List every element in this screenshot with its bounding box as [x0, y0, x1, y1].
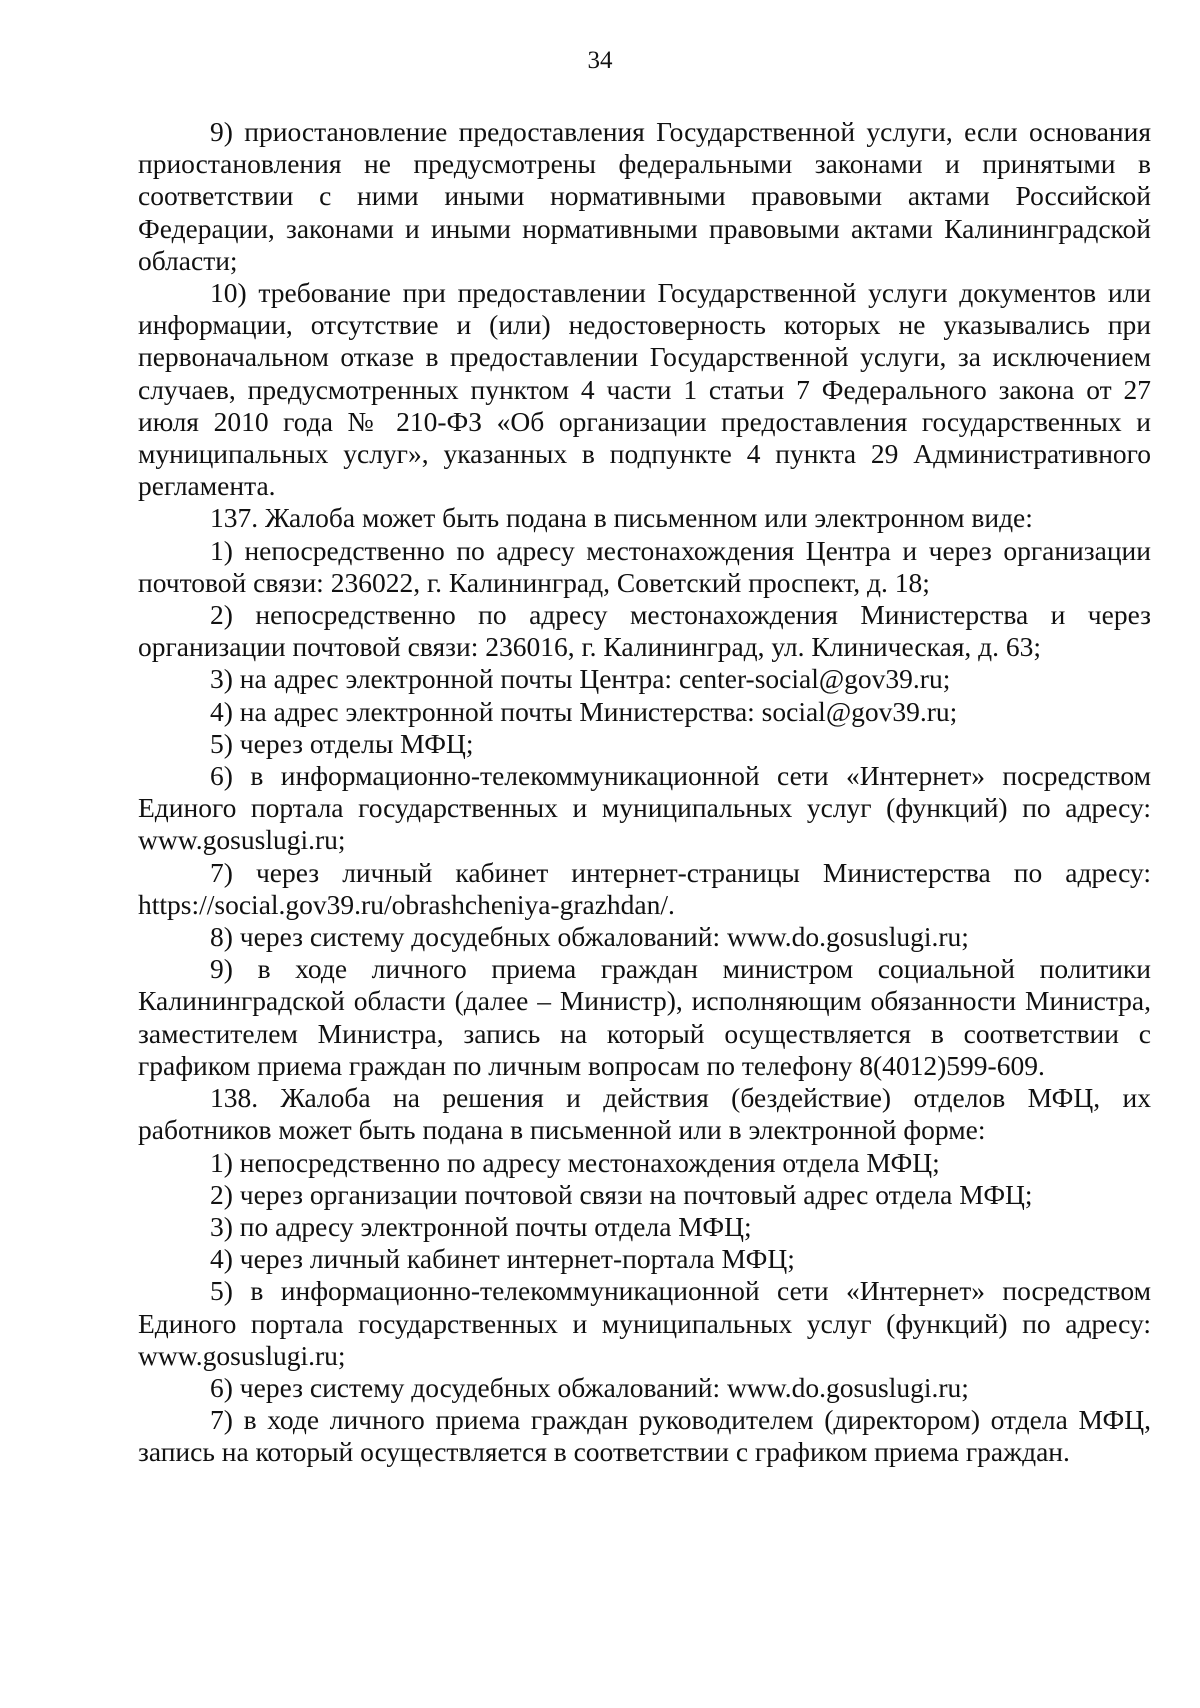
item-number: 1) [210, 534, 233, 566]
paragraph-138-item-2 [138, 1179, 1151, 1211]
item-text: непосредственно по адресу местонахождения Центра и через организации почтовой связи: 236022, г. Калининград, Советский проспект, д. 18; [138, 534, 1151, 598]
item-number: 10) [210, 277, 247, 309]
item-number: 3) [210, 663, 233, 695]
paragraph-item-9-suspension [138, 116, 1151, 277]
item-number: 6) [210, 760, 233, 792]
item-number: 7) [210, 856, 233, 888]
clause-text: Жалоба на решения и действия (бездействие) отделов МФЦ, их работников может быть подана в письменной или в электронной форме: [138, 1082, 1152, 1146]
item-number: 3) [210, 1210, 233, 1242]
paragraph-138-item-1 [138, 1147, 1151, 1179]
paragraph-item-10-document-requirement [138, 277, 1151, 502]
item-number: 4) [210, 1243, 233, 1275]
item-text: на адрес электронной почты Министерства: social@gov39.ru; [239, 695, 958, 727]
item-number: 4) [210, 695, 233, 727]
paragraph-137-item-4 [138, 696, 1151, 728]
item-text: непосредственно по адресу местонахождения отдела МФЦ; [239, 1146, 940, 1178]
paragraph-138-item-4 [138, 1243, 1151, 1275]
paragraph-137-item-2 [138, 599, 1151, 663]
paragraph-137-item-9 [138, 953, 1151, 1082]
item-number: 5) [210, 727, 233, 759]
item-text: в информационно-телекоммуникационной сети «Интернет» посредством Единого портала государственных и муниципальных услуг (функций) по адресу: www.gosuslugi.ru; [138, 760, 1151, 856]
item-number: 9) [210, 953, 233, 985]
item-number: 6) [210, 1371, 233, 1403]
item-number: 9) [210, 116, 233, 147]
item-text: в ходе личного приема граждан руководителем (директором) отдела МФЦ, запись на который осуществляется в соответствии с графиком приема граждан. [138, 1404, 1152, 1468]
clause-text: Жалоба может быть подана в письменном или электронном виде: [265, 502, 1033, 534]
item-text: в информационно-телекоммуникационной сети «Интернет» посредством Единого портала государственных и муниципальных услуг (функций) по адресу: www.gosuslugi.ru; [138, 1275, 1151, 1371]
item-text: через отделы МФЦ; [239, 727, 474, 759]
paragraph-clause-138 [138, 1082, 1151, 1146]
paragraph-137-item-6 [138, 760, 1151, 857]
item-number: 1) [210, 1146, 233, 1178]
item-number: 2) [210, 599, 233, 631]
item-text: требование при предоставлении Государственной услуги документов или информации, отсутствие и (или) недостоверность которых не указывались при первоначальном отказе в предоставлении Государственной услуги, за исключением случаев, предусмотренных пунктом 4 части 1 статьи 7 Федерального закона от 27 июля 2010 года № 210-ФЗ «Об организации предоставления государственных и муниципальных услуг», указанных в подпункте 4 пункта 29 Административного регламента. [138, 277, 1151, 502]
paragraph-137-item-8 [138, 921, 1151, 953]
paragraph-137-item-7 [138, 857, 1151, 921]
item-text: на адрес электронной почты Центра: center-social@gov39.ru; [239, 663, 951, 695]
paragraph-137-item-3 [138, 663, 1151, 695]
item-text: через личный кабинет интернет-портала МФЦ; [239, 1243, 795, 1275]
item-number: 5) [210, 1275, 233, 1307]
page-number: 34 [587, 47, 613, 74]
clause-number: 137. [210, 502, 259, 534]
item-text: по адресу электронной почты отдела МФЦ; [239, 1210, 752, 1242]
paragraph-138-item-6 [138, 1372, 1151, 1404]
item-text: приостановление предоставления Государственной услуги, если основания приостановления не предусмотрены федеральными законами и принятыми в соответствии с ними иными нормативными правовыми актами Российской Федерации, законами и иными нормативными правовыми актами Калининградской области; [138, 116, 1151, 276]
paragraph-138-item-5 [138, 1275, 1151, 1372]
item-text: через систему досудебных обжалований: www.do.gosuslugi.ru; [239, 921, 969, 953]
item-text: через систему досудебных обжалований: www.do.gosuslugi.ru; [239, 1371, 969, 1403]
paragraph-138-item-7 [138, 1404, 1151, 1468]
item-number: 8) [210, 921, 233, 953]
item-text: через личный кабинет интернет-страницы Министерства по адресу: https://social.gov39.ru/obrashcheniya-grazhdan/. [138, 856, 1152, 920]
paragraph-clause-137 [138, 502, 1151, 534]
paragraph-137-item-5 [138, 728, 1151, 760]
item-text: через организации почтовой связи на почтовый адрес отдела МФЦ; [239, 1178, 1033, 1210]
item-number: 7) [210, 1404, 233, 1436]
document-body [138, 116, 1151, 1469]
item-text: непосредственно по адресу местонахождения Министерства и через организации почтовой связи: 236016, г. Калининград, ул. Клиническая, д. 63; [138, 599, 1151, 663]
clause-number: 138. [210, 1082, 259, 1114]
item-number: 2) [210, 1178, 233, 1210]
paragraph-138-item-3 [138, 1211, 1151, 1243]
paragraph-137-item-1 [138, 535, 1151, 599]
item-text: в ходе личного приема граждан министром социальной политики Калининградской области (далее – Министр), исполняющим обязанности Министра, заместителем Министра, запись на который осуществляется в соответствии с графиком приема граждан по личным вопросам по телефону 8(4012)599-609. [138, 953, 1152, 1081]
